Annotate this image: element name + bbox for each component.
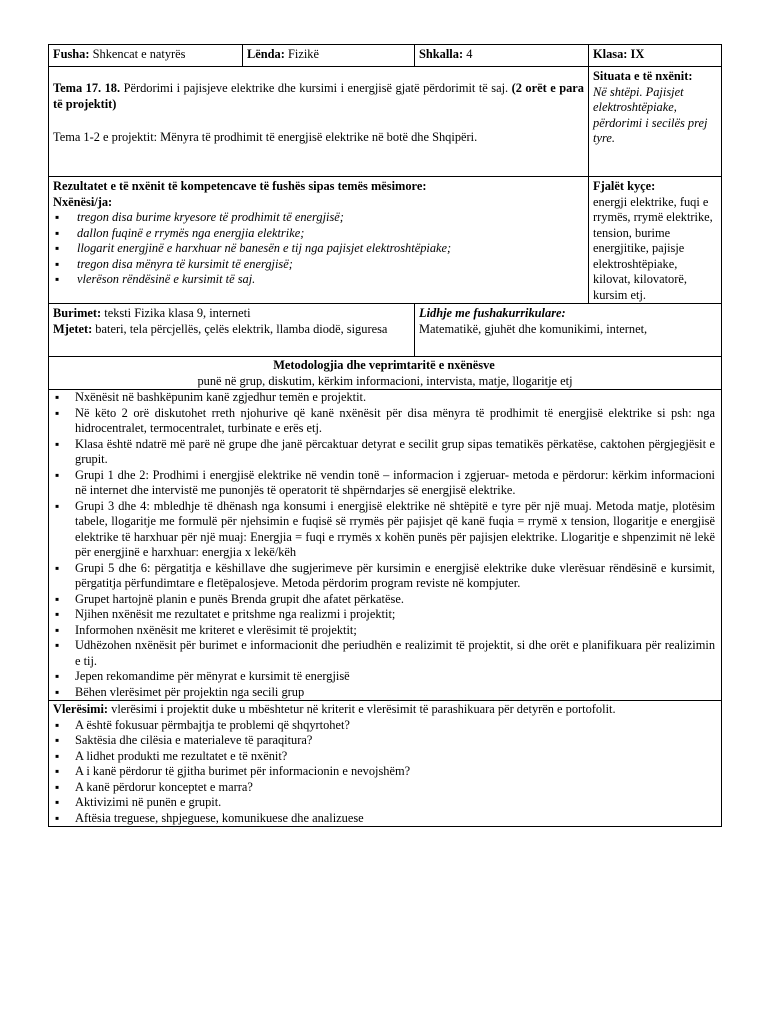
fjalet-cell [589, 177, 722, 304]
burimet-row [49, 304, 722, 357]
lidhje-cell [415, 304, 722, 357]
vleresimi-cell [49, 701, 722, 827]
lesson-plan-document [48, 44, 721, 827]
lenda-value: Fizikë [287, 47, 319, 61]
list-item: ▪ A lidhet produkti me rezultatet e të nxënit? [53, 749, 717, 765]
vleresimi-text: vlerësimi i projektit duke u mbështetur në kriterit e vlerësimit të parashikuara për detyrën e portofolit. [108, 702, 616, 716]
klasa-cell: Klasa: IX [589, 45, 722, 67]
list-item: ▪ Grupi 1 dhe 2: Prodhimi i energjisë elektrike në vendin tonë – informacion i zgjeruar- metoda e përdorur: kërkim informacioni në internet dhe intervistë me punonjës të operatorit të shpërndarjes së energjisë elektrike. [53, 468, 715, 499]
list-item: ▪ Informohen nxënësit me kriteret e vlerësimit të projektit; [53, 623, 715, 639]
list-item: ▪ vlerëson rëndësinë e kursimit të saj. [53, 272, 584, 288]
tema-label: Tema 17. 18. [53, 81, 121, 95]
list-item: ▪ Udhëzohen nxënësit për burimet e informacionit dhe periudhën e realizimit të projektit, si dhe orët e planifikuara për realizimin e tij. [53, 638, 715, 669]
rezultatet-cell [49, 177, 589, 304]
list-item: ▪ Klasa është ndatrë më parë në grupe dhe janë përcaktuar detyrat e secilit grup sipas tematikës përkatëse, caktohen përgjegjësit e grupit. [53, 437, 715, 468]
fusha-cell: Fusha: Shkencat e natyrës [49, 45, 243, 67]
rezultatet-title: Rezultatet e të nxënit të kompetencave të fushës sipas temës mësimore: [53, 179, 427, 193]
tema-cell [49, 67, 589, 177]
situata-text: Në shtëpi. Pajisjet elektroshtëpiake, përdorimi i secilës prej tyre. [593, 84, 708, 145]
rezultatet-row [49, 177, 722, 304]
list-item: ▪ Aftësia treguese, shpjeguese, komunikuese dhe analizuese [53, 811, 717, 827]
tema-note: (2 orët e para të projektit) [53, 81, 584, 111]
metodologjia-cell [49, 357, 722, 701]
vleresimi-label: Vlerësimi: [53, 702, 109, 716]
lesson-plan-table [48, 44, 722, 827]
shkalla-cell: Shkalla: 4 [415, 45, 589, 67]
list-item: ▪ Jepen rekomandime për mënyrat e kursimit të energjisë [53, 669, 715, 685]
tema-row [49, 67, 722, 177]
list-item: ▪ A i kanë përdorur të gjitha burimet për informacionin e nevojshëm? [53, 764, 717, 780]
burimet-cell: Burimet: teksti Fizika klasa 9, interneti Mjetet: bateri, tela përcjellës, çelës elektrik, llamba diodë, siguresa [49, 304, 415, 357]
list-item: ▪ Saktësia dhe cilësia e materialeve të paraqitura? [53, 733, 717, 749]
header-row [49, 45, 722, 67]
list-item: ▪ Bëhen vlerësimet për projektin nga secili grup [53, 685, 715, 701]
metodologjia-subtitle: punë në grup, diskutim, kërkim informacioni, intervista, matje, llogaritje etj [49, 374, 721, 391]
list-item: ▪ llogarit energjinë e harxhuar në banesën e tij nga pajisjet elektroshtëpiake; [53, 241, 584, 257]
list-item: ▪ Grupet hartojnë planin e punës Brenda grupit dhe afatet përkatëse. [53, 592, 715, 608]
list-item: ▪ dallon fuqinë e rrymës nga energjia elektrike; [53, 226, 584, 242]
list-item: ▪ Njihen nxënësit me rezultatet e pritshme nga realizmi i projektit; [53, 607, 715, 623]
rezultatet-subtitle: Nxënësi/ja: [53, 194, 113, 209]
list-item: ▪ A është fokusuar përmbajtja te problemi që shqyrtohet? [53, 718, 717, 734]
metodologjia-list [53, 390, 715, 700]
list-item: ▪ Në këto 2 orë diskutohet rreth njohurive që kanë nxënësit për disa mënyra të prodhimit të energjisë elektrike si psh: nga hidrocentralet, termocentralet, turbinate e erës etj. [53, 406, 715, 437]
rezultatet-list [53, 210, 584, 288]
situata-cell [589, 67, 722, 177]
list-item: ▪ tregon disa burime kryesore të prodhimit të energjisë; [53, 210, 584, 226]
list-item: ▪ Aktivizimi në punën e grupit. [53, 795, 717, 811]
list-item: ▪ Grupi 3 dhe 4: mbledhje të dhënash nga konsumi i energjisë elektrike në shtëpitë e tyre për një muaj. Metoda matje, plotësim tabele, llogaritje me formulë për njehsimin e fuqisë së rrymës për pajisjet që kanë fuqia = rrymë x tension, llogaritje e energjisë elektrike të harxhuar për një muaj: Energjia = fuqi e rrymës x kohën punës për pajisjen elektrike. Llogaritje e shpenzimit në lekë për energjinë e harxhuar: energjia x lekë/këh [53, 499, 715, 561]
vleresimi-list [53, 718, 717, 827]
list-item: ▪ tregon disa mënyra të kursimit të energjisë; [53, 257, 584, 273]
mjetet-value: bateri, tela përcjellës, çelës elektrik, llamba diodë, siguresa [92, 321, 388, 336]
lidhje-label: Lidhje me fushakurrikulare: [419, 306, 566, 320]
metodologjia-title: Metodologjia dhe veprimtaritë e nxënësve [273, 358, 495, 372]
metodologjia-row [49, 357, 722, 701]
list-item: ▪ Nxënësit në bashkëpunim kanë zgjedhur temën e projektit. [53, 390, 715, 406]
vleresimi-row [49, 701, 722, 827]
tema-text: Përdorimi i pajisjeve elektrike dhe kursimi i energjisë gjatë përdorimit të saj. [120, 81, 509, 95]
lenda-cell: Lënda: Fizikë [243, 45, 415, 67]
shkalla-value: 4 [466, 47, 473, 61]
tema-projekt: Tema 1-2 e projektit: Mënyra të prodhimit të energjisë elektrike në botë dhe Shqipëri. [53, 130, 478, 144]
fusha-value: Shkencat e natyrës [92, 47, 186, 61]
list-item: ▪ Grupi 5 dhe 6: përgatitja e këshillave dhe sugjerimeve për kursimin e energjisë elektrike duke vlerësuar rëndësinë e kursimit, përgatitja përfundimtare e fletëpalosjeve. Metoda përdorim program reviste në kompjuter. [53, 561, 715, 592]
fjalet-text: energji elektrike, fuqi e rrymës, rrymë elektrike, tension, burime energjitike, pajisje elektroshtëpiake, kilovat, kilovatorë, kursim etj. [593, 194, 713, 302]
burimet-value: teksti Fizika klasa 9, interneti [101, 306, 251, 320]
lidhje-value: Matematikë, gjuhët dhe komunikimi, internet, [419, 321, 648, 336]
situata-label: Situata e të nxënit: [593, 69, 693, 83]
fjalet-label: Fjalët kyçe: [593, 179, 656, 193]
klasa-value: IX [630, 47, 645, 61]
list-item: ▪ A kanë përdorur konceptet e marra? [53, 780, 717, 796]
